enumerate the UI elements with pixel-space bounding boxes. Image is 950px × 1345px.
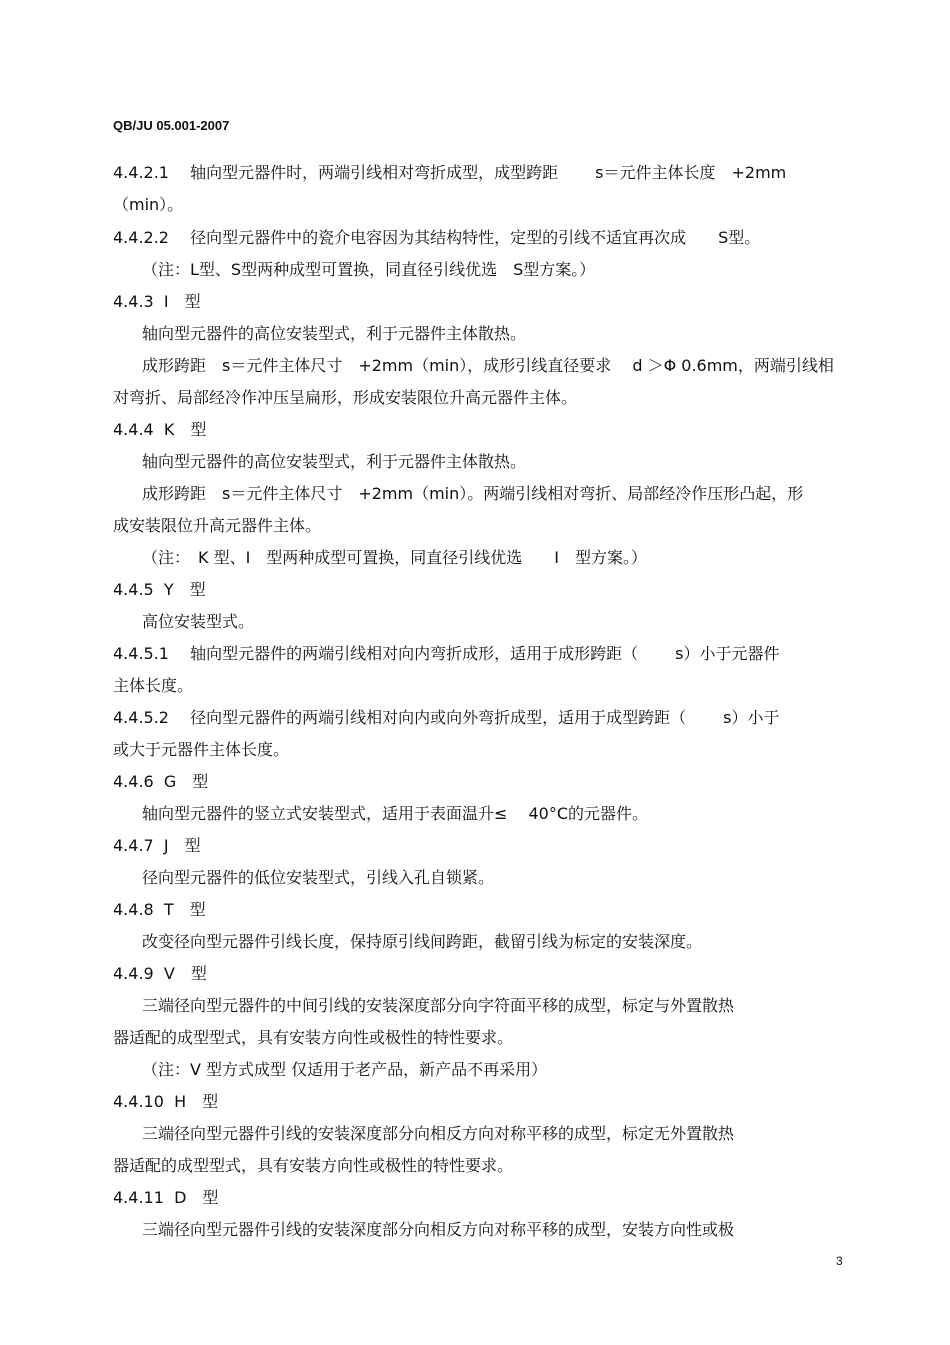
text-line: 轴向型元器件的高位安装型式，利于元器件主体散热。: [142, 324, 527, 343]
note-line: （注： K 型、I 型两种成型可置换，同直径引线优选 I 型方案。）: [142, 548, 648, 567]
text-line: 4.4.2.2 径向型元器件中的瓷介电容因为其结构特性，定型的引线不适宜再次成 S型。: [113, 228, 761, 247]
section-heading: 4.4.4 K 型: [113, 420, 207, 439]
text-line: 器适配的成型型式，具有安装方向性或极性的特性要求。: [113, 1156, 514, 1175]
section-heading: 4.4.10 H 型: [113, 1092, 219, 1111]
section-heading: 4.4.5 Y 型: [113, 580, 206, 599]
text-line: 三端径向型元器件引线的安装深度部分向相反方向对称平移的成型，安装方向性或极: [142, 1220, 735, 1239]
text-line: 三端径向型元器件的中间引线的安装深度部分向字符面平移的成型，标定与外置散热: [142, 996, 735, 1015]
text-line: 成形跨距 s＝元件主体尺寸 +2mm（min），成形引线直径要求 d ＞Φ 0.6mm，两端引线相: [142, 356, 834, 375]
text-line: 4.4.5.2 径向型元器件的两端引线相对向内或向外弯折成型，适用于成型跨距（ s）小于: [113, 708, 780, 727]
text-line: 4.4.5.1 轴向型元器件的两端引线相对向内弯折成形，适用于成形跨距（ s）小于元器件: [113, 644, 780, 663]
text-line: 4.4.2.1 轴向型元器件时，两端引线相对弯折成型，成型跨距 s＝元件主体长度 +2mm: [113, 163, 787, 182]
text-line: 对弯折、局部经冷作冲压呈扁形，形成安装限位升高元器件主体。: [113, 388, 578, 407]
text-line: 器适配的成型型式，具有安装方向性或极性的特性要求。: [113, 1028, 514, 1047]
text-line: 改变径向型元器件引线长度，保持原引线间跨距，截留引线为标定的安装深度。: [142, 932, 703, 951]
text-line: 成安装限位升高元器件主体。: [113, 516, 322, 535]
note-line: （注：V 型方式成型 仅适用于老产品，新产品不再采用）: [142, 1060, 548, 1079]
text-line: 三端径向型元器件引线的安装深度部分向相反方向对称平移的成型，标定无外置散热: [142, 1124, 735, 1143]
page-number: 3: [836, 1254, 843, 1268]
text-line: 或大于元器件主体长度。: [113, 740, 290, 759]
section-heading: 4.4.9 V 型: [113, 964, 207, 983]
section-heading: 4.4.3 I 型: [113, 292, 201, 311]
text-line: 高位安装型式。: [142, 612, 255, 631]
text-line: （min）。: [113, 195, 184, 214]
text-line: 轴向型元器件的高位安装型式，利于元器件主体散热。: [142, 452, 527, 471]
text-line: 轴向型元器件的竖立式安装型式，适用于表面温升≤ 40°C的元器件。: [142, 804, 649, 823]
text-line: 径向型元器件的低位安装型式，引线入孔自锁紧。: [142, 868, 495, 887]
text-line: 主体长度。: [113, 676, 194, 695]
section-heading: 4.4.8 T 型: [113, 900, 206, 919]
section-heading: 4.4.6 G 型: [113, 772, 209, 791]
section-heading: 4.4.7 J 型: [113, 836, 201, 855]
section-heading: 4.4.11 D 型: [113, 1188, 219, 1207]
text-line: 成形跨距 s＝元件主体尺寸 +2mm（min）。两端引线相对弯折、局部经冷作压形凸起，形: [142, 484, 804, 503]
standard-code: QB/JU 05.001-2007: [113, 118, 230, 133]
note-line: （注：L型、S型两种成型可置换，同直径引线优选 S型方案。）: [142, 260, 596, 279]
